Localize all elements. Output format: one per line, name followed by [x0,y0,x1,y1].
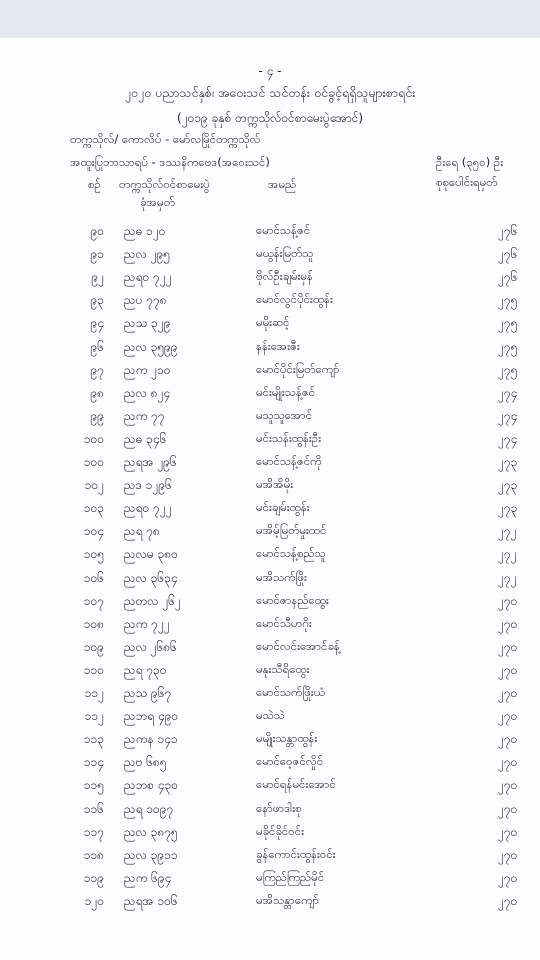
total-score: ၂၇၂ [498,524,517,539]
total-score: ၂၇၀ [498,686,518,700]
student-name: မနုးသီရိထွေး [256,661,310,676]
col-header-roll: တက္ကသိုလ်ဝင်စာမေးပွဲ [119,177,210,191]
table-row [0,546,540,570]
row-number: ၁၁၄ [83,755,104,770]
table-row [0,362,540,386]
student-name: မောင်ဝေ့ဇင်လှိုင် [256,754,324,769]
row-number: ၁၂၀ [84,893,104,908]
row-number: ၁၁၃ [83,732,104,747]
row-number: ၁၀၀ [83,455,104,469]
table-row [0,801,540,825]
student-name: မအိသက်ဖြိုး [256,569,307,584]
table-row [0,777,540,801]
row-number: ၉၁ [90,247,104,262]
document-page [0,38,540,960]
row-number: ၉၉ [90,408,104,423]
score-header: စုစုပေါင်းရမှတ် [436,175,498,189]
roll-number: ညလ ၃၉၁၁ [124,847,178,862]
total-score: ၂၇၅ [498,362,518,377]
row-number: ၁၁၉ [83,870,104,885]
col-header-roll-2: ခုံအမှတ် [140,195,175,209]
student-name: မောင်သီဟဂိုး [256,615,312,630]
total-score: ၂၇၆ [498,247,518,262]
roll-number: ညဓ ၁၂၀ [124,224,166,238]
roll-number: ညရ ၇၃၀ [124,662,167,677]
table-row [0,315,540,339]
student-name: နော်ဖာဒါးစု [256,800,302,815]
roll-number: ညဗ ၆၈၅ [124,755,167,770]
table-row [0,593,540,617]
table-row [0,223,540,247]
student-name: မသူသူအောင် [256,407,313,422]
total-score: ၂၇၆ [498,270,518,285]
total-score: ၂၇၀ [498,847,518,862]
row-number: ၁၁၅ [83,778,104,793]
roll-number: ညကန ၁၄၁ [124,732,178,747]
roll-number: ညရအ ၁၀၆ [124,893,178,908]
total-score: ၂၇၀ [498,893,518,908]
row-number: ၉၀ [90,224,104,238]
table-row [0,454,540,478]
student-name: မကြည်ကြည်မိုင် [256,869,325,884]
row-number: ၉၈ [90,385,104,400]
roll-number: ညဘရ ၄၉၀ [124,709,179,724]
row-number: ၁၁၀ [83,662,104,677]
row-number: ၉၇ [90,362,104,377]
row-number: ၁၀၃ [83,501,104,516]
student-name: မအိမ့်မြတ်မှုးထင် [256,523,327,538]
table-row [0,847,540,871]
document-subtitle: (၂၀၁၉ ခုနှစ် တက္ကသိုလ်ဝင်စာမေးပွဲအောင်) [176,111,364,125]
total-score: ၂၇၀ [498,755,518,770]
roll-number: ညရ ၇၈ [124,524,160,539]
row-number: ၁၀၂ [84,478,104,493]
document-title: ၂၀၂၀ ပညာသင်နှစ်၊ အဝေးသင် သင်တန်း ဝင်ခွင့်ရရှိသူများစာရင်း [124,85,416,100]
table-row [0,708,540,732]
student-name: မခိုင်ခိုင်ဝင်း [256,823,305,838]
total-score: ၂၇၅ [498,316,518,331]
row-number: ၉၃ [90,293,104,308]
roll-number: ညတလ ၂၆၂ [124,593,181,608]
table-row [0,523,540,547]
student-name: မောင်ပိုင်းမြတ်ကျော် [256,361,340,376]
table-row [0,385,540,409]
total-score: ၂၇၀ [498,732,518,747]
student-name: မောင်ဇာနည်ထွေး [256,592,329,607]
total-score: ၂၇၅ [498,339,518,354]
roll-number: ညက ၇၇ [124,408,165,423]
student-name: မင်းချမ်းထွန်း [256,500,310,515]
col-header-name: အမည် [268,177,297,191]
roll-number: ညသ ၉၆၇ [124,686,172,700]
student-name: မောင်သန့်ဇင် [256,223,311,237]
student-name: နန်းအေးဇီး [256,338,300,353]
student-name: မသဲသဲ [256,708,285,723]
roll-number: ညဘစ ၄၃၀ [124,778,178,793]
student-name: မယွန်းမြတ်သူ [256,246,314,261]
row-number: ၁၀၆ [83,570,104,585]
row-number: ၁၀၇ [83,593,104,608]
total-score: ၂၇၀ [498,616,518,631]
row-number: ၁၀၄ [83,524,104,539]
table-row [0,685,540,709]
row-number: ၁၁၈ [83,847,104,862]
student-name: မင်းမျိုးသန့်ဇင် [256,384,316,399]
student-name: မမိုးဆင့် [256,315,290,330]
quota-header: ဦးရေ (၃၅၀) ဦး [436,155,504,169]
roll-number: ညရ၀ ၇၂၂ [124,501,172,516]
roll-number: ညက ၇၂၂ [124,616,170,631]
page-number: - ၄ - [258,64,282,78]
total-score: ၂၇၀ [498,778,518,793]
table-row [0,408,540,432]
row-number: ၁၁၂ [84,709,104,724]
table-row [0,500,540,524]
roll-number: ညရ ၁၀၉၇ [124,801,174,816]
roll-number: ညက ၂၁၀ [124,362,171,377]
total-score: ၂၇၅ [498,293,518,308]
table-row [0,570,540,594]
roll-number: ညပ ၇၇၈ [124,293,167,308]
university-line: တက္ကသိုလ်/ ကောလိပ် - မော်လမြိုင်တက္ကသိုလ် [70,132,261,146]
total-score: ၂၇၀ [498,801,518,816]
row-number: ၉၂ [91,270,104,285]
table-row [0,662,540,686]
roll-number: ညက ၆၉၄ [124,870,172,885]
roll-number: ညလ ၃၆၃၄ [124,570,178,585]
row-number: ၁၀၈ [83,616,104,631]
table-row [0,339,540,363]
student-name: မောင်သန့်ဇင်ကို [256,454,322,468]
row-number: ၁၁၂ [84,686,104,700]
student-name: မအိသန္တာကျော် [256,892,319,907]
top-strip [0,0,540,39]
total-score: ၂၇၃ [498,501,518,516]
total-score: ၂၇၆ [498,224,518,238]
table-row [0,246,540,270]
total-score: ၂၇၃ [498,455,518,469]
table-row [0,616,540,640]
table-row [0,269,540,293]
total-score: ၂၇၀ [498,662,518,677]
table-row [0,893,540,917]
row-number: ၁၀၀ [83,431,104,446]
table-row [0,431,540,455]
total-score: ၂၇၃ [498,478,518,493]
roll-number: ညလ ၂၆၈၆ [124,639,177,654]
col-header-no: စဉ် [88,177,101,191]
subject-line: အထူးပြုဘာသာရပ် - ဒဿနိကဗေဒ(အဝေးသင်) [70,155,270,169]
student-name: ဗိုလ်ဦးချမ်းမှန် [256,269,313,284]
total-score: ၂၇၀ [498,824,518,839]
row-number: ၉၆ [90,339,104,354]
roll-number: ညလ ၃၈၇၅ [124,824,178,839]
student-name: မောင်လွင်ပိုင်းထွန်း [256,292,333,307]
roll-number: ညဓ ၃၄၆ [124,431,167,446]
total-score: ၂၇၄ [498,408,518,423]
total-score: ၂၇၂ [498,570,517,585]
row-number: ၉၄ [90,316,104,331]
row-number: ၁၀၉ [83,639,104,654]
roll-number: ညလမ ၃၈၀ [124,547,178,562]
roll-number: ညရအ ၂၉၆ [124,455,177,469]
row-number: ၁၀၅ [83,547,104,562]
total-score: ၂၇၂ [498,547,517,562]
roll-number: ညလ ၃၅၉၉ [124,339,178,354]
student-name: မောင်သန့်စည်သူ [256,546,326,561]
total-score: ၂၇၀ [498,709,518,724]
total-score: ၂၇၄ [498,431,518,446]
row-number: ၁၁၆ [83,801,104,816]
roll-number: ညသ ၃၂၉ [124,316,171,331]
table-row [0,477,540,501]
roll-number: ညဒ ၁၂၉၆ [124,478,172,493]
total-score: ၂၇၀ [498,870,518,885]
student-name: မောင်လင်းအောင်ခန့် [256,638,340,653]
table-row [0,639,540,663]
student-name: မမျိုးသန္တာထွန်း [256,731,318,746]
table-row [0,731,540,755]
table-row [0,870,540,894]
student-name: ခွန်ကောင်းထွန်းဝင်း [256,846,336,861]
total-score: ၂၇၀ [498,639,518,654]
roll-number: ညလ ၈၂၄ [124,385,171,400]
table-row [0,824,540,848]
roll-number: ညလ ၂၉၅ [124,247,171,262]
total-score: ၂၇၀ [498,593,518,608]
table-row [0,292,540,316]
roll-number: ညရ၀ ၇၂၂ [124,270,172,285]
student-name: မင်းသန်းထွန်းဦး [256,430,322,445]
table-row [0,754,540,778]
total-score: ၂၇၄ [498,385,518,400]
row-number: ၁၁၇ [83,824,104,839]
student-name: မအိအိမိုး [256,477,294,492]
student-name: မောင်သက်ဖြိုးယံ [256,685,325,699]
student-name: မောင်ရန်မင်းအောင် [256,777,336,792]
